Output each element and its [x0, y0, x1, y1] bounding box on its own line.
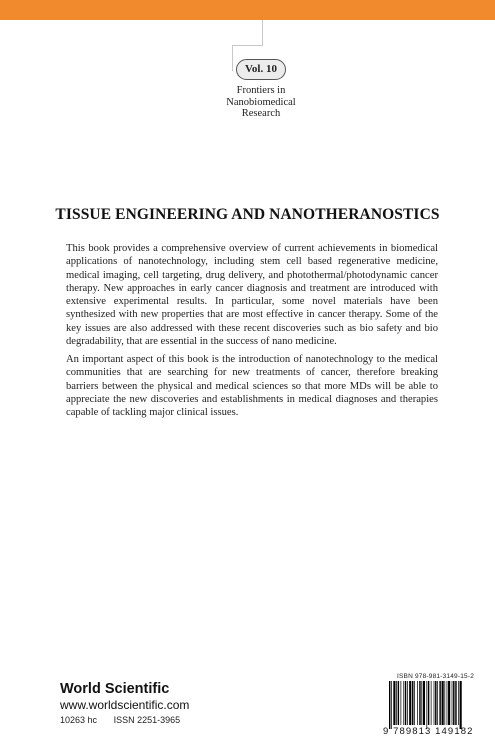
barcode-bar	[409, 681, 411, 725]
isbn-label: ISBN 978-981-3149-15-2	[397, 673, 475, 680]
barcode-bar	[437, 681, 438, 725]
barcode-bar	[447, 681, 448, 725]
series-name	[226, 85, 296, 120]
barcode-bar	[414, 681, 415, 725]
barcode-bar	[452, 681, 453, 725]
barcode-digits: 9 789813 149182	[383, 726, 474, 737]
description-paragraph-2: An important aspect of this book is the introduction of nanotechnology to the medical communities that are searching for new treatments of cancer, therefore breaking barriers between the physical and medical sciences so that more MDs will be able to appreciate the new discoveries and establishments in medical diagnoses and therapies capable of tackling major clinical issues.	[66, 354, 438, 419]
barcode-bar	[431, 681, 432, 725]
barcode-bar	[403, 681, 404, 725]
barcode-bar	[407, 681, 408, 725]
barcode-bar	[419, 681, 420, 725]
publisher-codes	[60, 714, 189, 727]
barcode-bar	[405, 681, 406, 725]
barcode-bar	[423, 681, 425, 725]
catalog-code: 10263 hc	[60, 715, 98, 725]
issn: ISSN 2251-3965	[113, 715, 181, 725]
barcode-bar	[393, 681, 395, 725]
barcode-bar	[428, 681, 429, 725]
publisher-name: World Scientific	[60, 681, 170, 697]
series-name-line-1: Frontiers in	[236, 85, 286, 96]
barcode-bar	[434, 681, 435, 725]
series-name-line-2: Nanobiomedical	[226, 96, 296, 108]
barcode-bar	[455, 681, 456, 725]
description-paragraph-1: This book provides a comprehensive overview of current achievements in biomedical applications of nanotechnology, including stem cell based regenerative medicine, medical imaging, cell targeting, drug delivery, and photothermal/photodynamic cancer therapy. New approaches in early cancer diagnosis and treatment are introduced with extensive experimental results. In particular, some novel materials have been synthesized with new properties that are most effective in cancer therapy. Some of the key issues are also addressed with these recent discoveries such as bio safety and bio degradability, that are essential in the success of nano medicine.	[66, 243, 438, 348]
barcode-bar	[460, 681, 462, 729]
barcode-bar	[391, 681, 392, 729]
barcode-bar	[448, 681, 450, 725]
barcode-bar	[453, 681, 454, 725]
barcode-bar	[426, 681, 427, 729]
barcode-bar	[421, 681, 422, 725]
barcode-bar	[435, 681, 436, 725]
barcode-bar	[396, 681, 397, 725]
barcode-bar	[401, 681, 402, 725]
barcode-bar	[439, 681, 440, 725]
barcode	[389, 681, 485, 729]
series-name-line-3: Research	[241, 108, 281, 119]
barcode-bar	[458, 681, 459, 725]
book-title: TISSUE ENGINEERING AND NANOTHERANOSTICS	[55, 206, 440, 223]
barcode-bar	[412, 681, 413, 725]
barcode-bar	[444, 681, 445, 725]
barcode-bar	[417, 681, 418, 725]
barcode-bar	[442, 681, 444, 725]
volume-badge: Vol. 10	[236, 59, 286, 80]
publisher-block	[60, 681, 189, 727]
barcode-bar	[389, 681, 390, 729]
publisher-url: www.worldscientific.com	[60, 698, 190, 712]
top-color-bar	[0, 0, 495, 20]
barcode-bar	[398, 681, 399, 725]
